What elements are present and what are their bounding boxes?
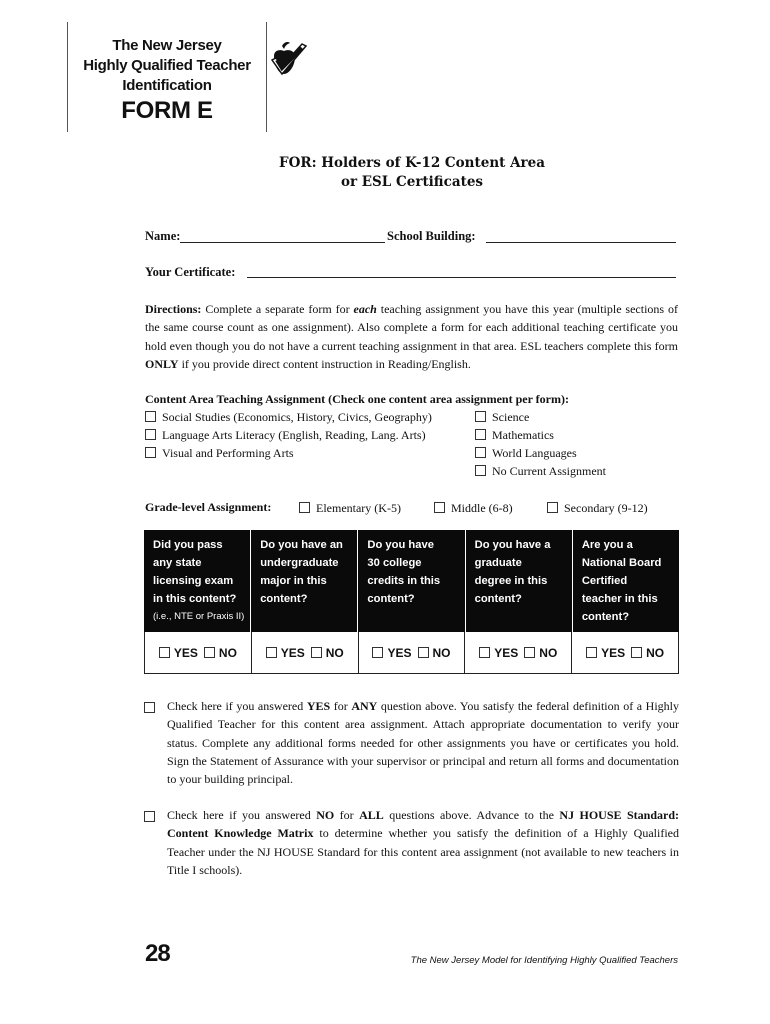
question-line: content? — [581, 611, 630, 623]
directions-emphasis: each — [353, 302, 377, 316]
question-line: Do you have an — [260, 539, 343, 551]
header-title-line: The New Jersey — [112, 37, 222, 54]
directions-text: Complete a separate form for — [201, 302, 354, 316]
content-area-option[interactable] — [145, 444, 294, 462]
no-checkbox[interactable] — [204, 647, 215, 658]
content-area-option[interactable] — [475, 408, 529, 426]
option-label: Mathematics — [492, 428, 554, 442]
answer-cell — [359, 632, 466, 673]
question-line: National Board — [581, 557, 662, 569]
header-title-line: Identification — [122, 77, 212, 94]
question-line: Are you a — [581, 539, 633, 551]
name-label: Name: — [145, 229, 181, 243]
no-label: NO — [646, 645, 665, 660]
content-area-option[interactable] — [145, 408, 432, 426]
paragraph-text: Check here if you answered — [167, 699, 307, 713]
checkbox[interactable] — [475, 411, 486, 422]
question-line: 30 college — [367, 557, 422, 569]
checkbox[interactable] — [475, 447, 486, 458]
name-field[interactable] — [180, 242, 385, 243]
paragraph-text: to determine whether you satisfy the definition of a Highly Qualified Teacher under the NJ HOUSE Standard for this content area assignment (not available to new teachers in Title I schools). — [167, 826, 679, 877]
check-yes-paragraph — [167, 697, 679, 788]
option-label: Social Studies (Economics, History, Civics, Geography) — [162, 410, 432, 424]
no-label: NO — [218, 645, 237, 660]
check-no-paragraph — [167, 806, 679, 879]
form-subtitle — [200, 154, 624, 192]
content-area-option[interactable] — [475, 426, 554, 444]
school-building-field[interactable] — [486, 242, 676, 243]
checkbox[interactable] — [145, 429, 156, 440]
checkbox[interactable] — [547, 502, 558, 513]
certificate-label: Your Certificate: — [145, 265, 236, 279]
paragraph-text: Check here if you answered — [167, 808, 317, 822]
no-checkbox[interactable] — [524, 647, 535, 658]
question-line: teacher in this — [581, 593, 658, 605]
paragraph-emphasis: YES — [306, 699, 331, 713]
question-line: undergraduate — [260, 557, 339, 569]
content-area-option[interactable] — [475, 462, 606, 480]
paragraph-emphasis: ANY — [351, 699, 378, 713]
directions-paragraph — [145, 300, 678, 373]
paragraph-text: question above. You satisfy the federal definition of a Highly Qualified Teacher for this content area assignment. Attach appropriate documentation to verify your status. Complete any additional forms needed for other assignments you have or certificates you hold. Sign the Statement of Assurance with your supervisor or principal and return all forms and documentation to your building principal. — [167, 699, 679, 787]
question-line: in this content? — [153, 593, 237, 605]
question-line: graduate — [474, 557, 522, 569]
answer-cell — [572, 632, 678, 673]
answer-cell — [465, 632, 572, 673]
footer-text: The New Jersey Model for Identifying Highly Qualified Teachers — [410, 955, 678, 966]
question-line: credits in this — [367, 575, 441, 587]
option-label: World Languages — [492, 446, 577, 460]
question-note: (i.e., NTE or Praxis II) — [153, 611, 245, 622]
answer-cell — [252, 632, 359, 673]
question-cell — [573, 530, 679, 632]
directions-only: ONLY — [145, 356, 179, 371]
directions-text: if you provide direct content instruction in Reading/English. — [178, 356, 471, 371]
header-right-rule — [266, 22, 267, 132]
question-line: major in this — [260, 575, 327, 587]
option-label: Secondary (9-12) — [564, 501, 648, 515]
no-checkbox[interactable] — [311, 647, 322, 658]
checkbox[interactable] — [475, 429, 486, 440]
check-yes-checkbox[interactable] — [144, 702, 155, 713]
question-line: Do you have a — [474, 539, 551, 551]
option-label: Elementary (K-5) — [316, 501, 401, 515]
header-title-line: Highly Qualified Teacher — [83, 57, 251, 74]
grade-level-label: Grade-level Assignment: — [145, 500, 272, 514]
question-line: content? — [474, 593, 522, 605]
subtitle-line: or ESL Certificates — [340, 174, 484, 190]
paragraph-emphasis: NJ HOUSE Standard: Content Knowledge Matrix — [167, 808, 679, 841]
option-label: No Current Assignment — [492, 464, 606, 478]
header-left-rule — [67, 22, 68, 132]
yes-label: YES — [387, 645, 412, 660]
checkbox[interactable] — [475, 465, 486, 476]
question-cell — [251, 530, 358, 632]
question-cell — [358, 530, 465, 632]
no-checkbox[interactable] — [631, 647, 642, 658]
question-cell — [466, 530, 573, 632]
question-line: any state — [153, 557, 202, 569]
option-label: Science — [492, 410, 530, 424]
paragraph-text: questions above. Advance to the — [383, 808, 560, 822]
option-label: Language Arts Literacy (English, Reading, Lang. Arts) — [162, 428, 426, 442]
yes-label: YES — [494, 645, 519, 660]
paragraph-emphasis: NO — [316, 808, 335, 822]
checkbox[interactable] — [299, 502, 310, 513]
qualification-questions-table — [144, 530, 679, 632]
yes-checkbox[interactable] — [479, 647, 490, 658]
apple-check-logo-icon — [268, 40, 308, 84]
question-line: licensing exam — [153, 575, 234, 587]
answer-cell — [145, 632, 252, 673]
directions-text: teaching assignment you have this year (multiple sections of the same course count as one assignment). Also complete a form for each additional teaching certificate you hold even though you do not have a current teaching assignment in that area. ESL teachers complete this form — [145, 302, 678, 353]
question-line: degree in this — [474, 575, 548, 587]
grade-level-option[interactable] — [547, 499, 648, 517]
school-building-label: School Building: — [387, 229, 476, 243]
paragraph-emphasis: ALL — [359, 808, 384, 822]
yes-checkbox[interactable] — [159, 647, 170, 658]
grade-level-option[interactable] — [434, 499, 513, 517]
question-cell — [144, 530, 251, 632]
question-line: content? — [260, 593, 308, 605]
question-line: Do you have — [367, 539, 434, 551]
content-area-heading: Content Area Teaching Assignment (Check one content area assignment per form): — [145, 392, 569, 406]
option-label: Visual and Performing Arts — [162, 446, 294, 460]
subtitle-line: FOR: Holders of K-12 Content Area — [279, 155, 545, 171]
yes-checkbox[interactable] — [372, 647, 383, 658]
no-checkbox[interactable] — [418, 647, 429, 658]
option-label: Middle (6-8) — [451, 501, 513, 515]
checkbox[interactable] — [145, 447, 156, 458]
no-label: NO — [325, 645, 344, 660]
directions-label: Directions: — [145, 302, 202, 316]
certificate-field[interactable] — [247, 277, 676, 278]
question-line: Did you pass — [153, 539, 223, 551]
grade-level-option[interactable] — [299, 499, 401, 517]
yes-label: YES — [601, 645, 626, 660]
check-no-checkbox[interactable] — [144, 811, 155, 822]
yes-label: YES — [173, 645, 198, 660]
page-number: 28 — [145, 940, 170, 967]
paragraph-text: for — [330, 699, 352, 713]
content-area-option[interactable] — [475, 444, 577, 462]
answer-row — [144, 632, 679, 674]
no-label: NO — [539, 645, 558, 660]
no-label: NO — [432, 645, 451, 660]
checkbox[interactable] — [434, 502, 445, 513]
checkbox[interactable] — [145, 411, 156, 422]
yes-checkbox[interactable] — [266, 647, 277, 658]
question-line: content? — [367, 593, 415, 605]
header-title-block — [72, 36, 262, 126]
yes-checkbox[interactable] — [586, 647, 597, 658]
yes-label: YES — [280, 645, 305, 660]
content-area-option[interactable] — [145, 426, 426, 444]
question-line: Certified — [581, 575, 628, 587]
paragraph-text: for — [334, 808, 360, 822]
form-label: FORM E — [121, 97, 213, 124]
